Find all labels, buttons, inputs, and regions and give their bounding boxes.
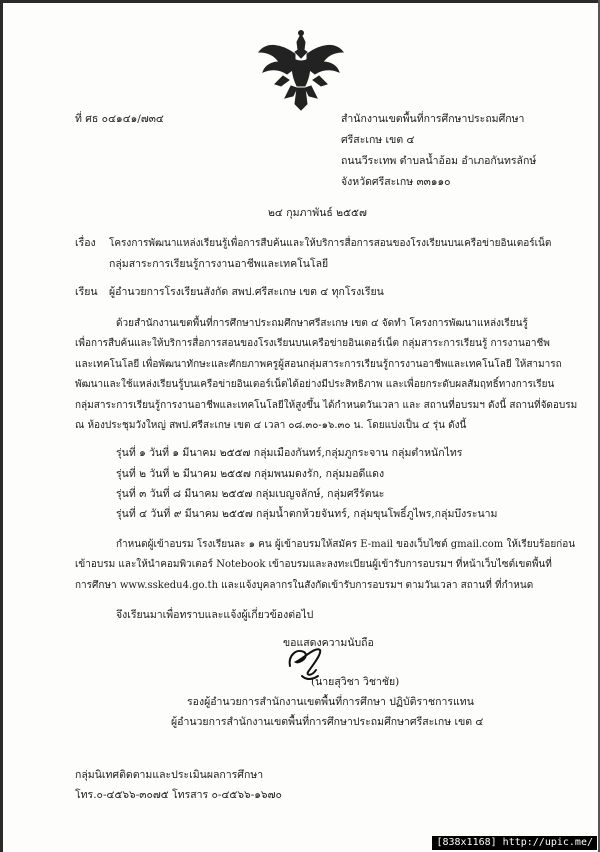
upload-watermark: [838x1168] http://upic.me/ xyxy=(432,836,597,850)
closing-request: จึงเรียนมาเพื่อทราบและแจ้งผู้เกี่ยวข้องต่อไป xyxy=(116,609,314,621)
reference-number: ที่ ศธ ๐๔๑๔๑/๗๓๔ xyxy=(75,113,164,125)
recipient: ผู้อำนวยการโรงเรียนสังกัด สพป.ศรีสะเกษ เขต ๔ ทุกโรงเรียน xyxy=(109,286,384,298)
scan-border-left xyxy=(0,0,3,852)
signer-title-2: ผู้อำนวยการสำนักงานเขตพื้นที่การศึกษาประถมศึกษาศรีสะเกษ เขต ๔ xyxy=(171,716,484,728)
subject-label: เรื่อง xyxy=(75,237,96,249)
body-line-2: เพื่อการสืบค้นและให้บริการสื่อการสอนของโรงเรียนบนเครือข่ายอินเตอร์เน็ต กลุ่มสาระการเรียนรู้ การงานอาชีพ xyxy=(75,338,550,349)
body-line-5: กลุ่มสาระการเรียนรู้การงานอาชีพและเทคโนโลยีให้สูงขึ้น ได้กำหนดวันเวลา และ สถานที่อบรมฯ ดังนี้ สถานที่จัดอบรม xyxy=(75,400,578,411)
sender-line-4: จังหวัดศรีสะเกษ ๓๓๑๑๐ xyxy=(341,176,451,188)
session-2: รุ่นที่ ๒ วันที่ ๒ มีนาคม ๒๕๕๗ กลุ่มพนมดงรัก, กลุ่มมอดีแดง xyxy=(116,468,385,480)
letter-date: ๒๔ กุมภาพันธ์ ๒๕๕๗ xyxy=(268,207,367,219)
body-line-4: พัฒนาและใช้แหล่งเรียนรู้บนเครือข่ายอินเตอร์เน็ตได้อย่างมีประสิทธิภาพ และเพื่อยกระดับผลสัมฤทธิ์ทางการเรียน xyxy=(75,379,555,390)
session-3: รุ่นที่ ๓ วันที่ ๘ มีนาคม ๒๕๕๗ กลุ่มเบญจลักษ์, กลุ่มศรีรัตนะ xyxy=(116,488,385,500)
signer-title-1: รองผู้อำนวยการสำนักงานเขตพื้นที่การศึกษา ปฏิบัติราชการแทน xyxy=(187,696,474,708)
sender-line-3: ถนนวีระเทพ ตำบลน้ำอ้อม อำเภอกันทรลักษ์ xyxy=(341,155,537,167)
garuda-emblem-icon xyxy=(255,28,347,112)
sender-line-1: สำนักงานเขตพื้นที่การศึกษาประถมศึกษา xyxy=(341,113,525,125)
session-4: รุ่นที่ ๔ วันที่ ๙ มีนาคม ๒๕๕๗ กลุ่มน้ำตกห้วยจันทร์, กลุ่มขุนโพธิ์ภูไพร,กลุ่มบึงระนาม xyxy=(116,508,498,520)
salutation: ขอแสดงความนับถือ xyxy=(283,637,374,649)
subject-line-1: โครงการพัฒนาแหล่งเรียนรู้เพื่อการสืบค้นและให้บริการสื่อการสอนของโรงเรียนบนเครือข่ายอินเตอร์เน็ต xyxy=(109,238,552,249)
session-1: รุ่นที่ ๑ วันที่ ๑ มีนาคม ๒๕๕๗ กลุ่มเมืองกันทร์,กลุ่มภูกระจาน กลุ่มตำหนักไทร xyxy=(116,447,463,459)
footer-contact: โทร.๐-๔๕๖๖-๓๐๗๕ โทรสาร ๐-๔๕๖๖-๑๖๗๐ xyxy=(75,789,282,801)
instruction-line-3: การศึกษา www.sskedu4.go.th และแจ้งบุคลากรในสังกัดเข้ารับการอบรมฯ ตามวันเวลา สถานที่ ที่กำหนด xyxy=(75,580,534,591)
footer-department: กลุ่มนิเทศติดตามและประเมินผลการศึกษา xyxy=(75,769,264,781)
instruction-line-2: เข้าอบรม และให้นำคอมพิวเตอร์ Notebook เข้าอบรมและลงทะเบียนผู้เข้ารับการอบรมฯ ที่หน้าเว็บไซต์เขตพื้นที่ xyxy=(75,559,552,570)
instruction-line-1: กำหนดผู้เข้าอบรม โรงเรียนละ ๑ คน ผู้เข้าอบรมให้สมัคร E-mail ของเว็บไซต์ gmail.com ให้เรียบร้อยก่อน xyxy=(116,539,576,550)
signer-name: (นายสุวิชา วิชาชัย) xyxy=(311,676,400,688)
body-line-3: และเทคโนโลยี เพื่อพัฒนาทักษะและศักยภาพครูผู้สอนกลุ่มสาระการเรียนรู้การงานอาชีพและเทคโนโลยี ให้สามารถ xyxy=(75,359,562,370)
body-line-6: ณ ห้องประชุมวังใหญ่ สพป.ศรีสะเกษ เขต ๔ เวลา ๐๘.๓๐-๑๖.๓๐ น. โดยแบ่งเป็น ๔ รุ่น ดังนี้ xyxy=(75,420,467,431)
subject-line-2: กลุ่มสาระการเรียนรู้การงานอาชีพและเทคโนโลยี xyxy=(109,258,329,270)
recipient-label: เรียน xyxy=(75,286,98,298)
sender-line-2: ศรีสะเกษ เขต ๔ xyxy=(341,134,415,146)
scan-border-top xyxy=(0,0,600,3)
body-line-1: ด้วยสำนักงานเขตพื้นที่การศึกษาประถมศึกษาศรีสะเกษ เขต ๔ จัดทำ โครงการพัฒนาแหล่งเรียนรู้ xyxy=(116,318,528,329)
